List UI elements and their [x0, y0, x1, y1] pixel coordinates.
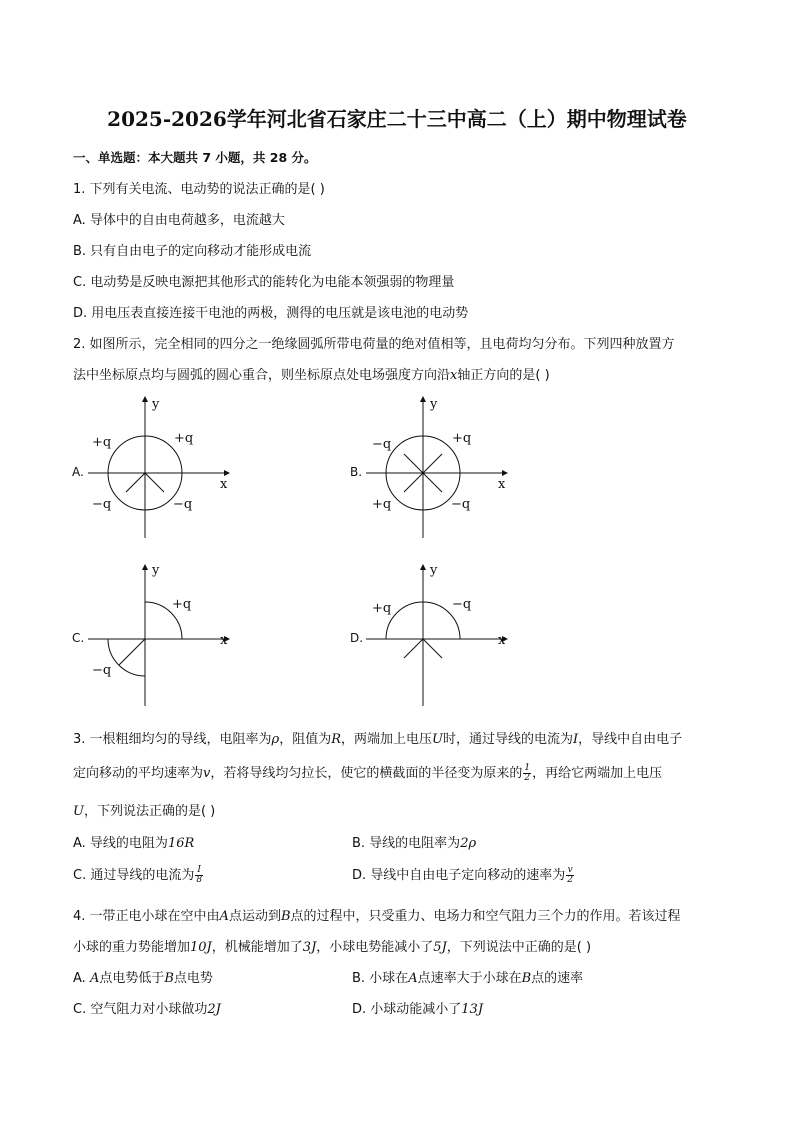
- var-a: A: [408, 971, 418, 986]
- axis-y-label: y: [152, 397, 160, 412]
- var-i: I: [573, 732, 579, 747]
- axis-x-label: x: [220, 477, 228, 492]
- q3-option-d: [352, 864, 575, 885]
- q3-option-b: [352, 832, 476, 851]
- text: 时，通过导线的电流为: [443, 732, 574, 747]
- charge-label: −q: [372, 437, 392, 452]
- q2-diagram-d: [344, 560, 514, 710]
- fraction-denominator: 2: [524, 773, 531, 783]
- option-text: C. 空气阻力对小球做功: [73, 1002, 208, 1017]
- option-value: 2ρ: [460, 836, 477, 851]
- section-heading: 一、单选题：本大题共 7 小题，共 28 分。: [73, 150, 317, 165]
- charge-label: −q: [451, 497, 471, 512]
- text: ，导线中自由电子: [578, 732, 683, 747]
- page-title: 2025-2026学年河北省石家庄二十三中高二（上）期中物理试卷: [107, 107, 687, 131]
- q3-stem-line1: [73, 728, 682, 747]
- text: 3. 一根粗细均匀的导线，电阻率为: [73, 732, 272, 747]
- q4-option-a: [73, 967, 213, 986]
- option-label: C.: [72, 631, 85, 645]
- value: 10J: [190, 940, 212, 955]
- q4-stem-line2: [73, 936, 591, 955]
- charge-label: −q: [173, 497, 193, 512]
- option-text: A.: [73, 971, 90, 986]
- text: 4. 一带正电小球在空中由: [73, 909, 220, 924]
- option-value: 2J: [207, 1002, 221, 1017]
- option-text: C. 通过导线的电流为: [73, 868, 195, 883]
- q2-diagram-a: [66, 392, 236, 542]
- fraction-numerator: 1: [524, 763, 531, 773]
- var-a: A: [89, 971, 100, 986]
- fraction-numerator: I: [195, 866, 203, 876]
- var-b: B: [521, 971, 532, 986]
- q3-stem-line2: [73, 762, 662, 783]
- text: ，下列说法中正确的是( ): [446, 940, 592, 955]
- charge-label: +q: [372, 601, 392, 616]
- option-value: 13J: [461, 1002, 484, 1017]
- q1-option-b: B. 只有自由电子的定向移动才能形成电流: [73, 244, 312, 259]
- option-text: 点的速率: [531, 971, 584, 986]
- var-b: B: [164, 971, 174, 986]
- option-text: D. 小球动能减小了: [352, 1002, 462, 1017]
- fraction: [566, 866, 574, 885]
- q1-option-d: D. 用电压表直接连接干电池的两极，测得的电压就是该电池的电动势: [73, 306, 469, 321]
- axis-y-label: y: [430, 563, 438, 578]
- charge-label: +q: [174, 431, 194, 446]
- charge-label: +q: [172, 597, 192, 612]
- value: 3J: [302, 940, 317, 955]
- text: 点的过程中，只受重力、电场力和空气阻力三个力的作用。若该过程: [290, 909, 681, 924]
- text: 小球的重力势能增加: [73, 940, 191, 955]
- q1-option-a: A. 导体中的自由电荷越多，电流越大: [73, 213, 285, 228]
- text: ，若将导线均匀拉长，使它的横截面的半径变为原来的: [210, 766, 523, 781]
- q1-stem: 1. 下列有关电流、电动势的说法正确的是( ): [73, 182, 325, 197]
- value: 5J: [433, 940, 447, 955]
- fraction-one-half: [523, 764, 531, 783]
- var-b: B: [280, 909, 291, 924]
- option-text: A. 导线的电阻为: [73, 836, 168, 851]
- text: ，两端加上电压: [341, 732, 433, 747]
- q2-diagram-c: [66, 560, 236, 710]
- var-r: R: [331, 732, 342, 747]
- fraction: [195, 866, 203, 885]
- text: ，机械能增加了: [211, 940, 303, 955]
- q4-option-c: [73, 998, 221, 1017]
- var-rho: ρ: [271, 732, 280, 747]
- q2-stem-text-end: 轴正方向的是( ): [457, 368, 550, 383]
- var-u: U: [432, 732, 443, 747]
- text: ，阻值为: [279, 732, 332, 747]
- var-a: A: [219, 909, 229, 924]
- var-u: U: [73, 804, 84, 819]
- q3-option-a: [73, 832, 194, 851]
- text: ，小球电势能减小了: [316, 940, 434, 955]
- q3-stem-line3: [73, 800, 215, 819]
- text: 点运动到: [228, 909, 281, 924]
- option-text: D. 导线中自由电子定向移动的速率为: [352, 868, 566, 883]
- q4-stem-line1: [73, 905, 681, 924]
- q1-option-c: C. 电动势是反映电源把其他形式的能转化为电能本领强弱的物理量: [73, 275, 455, 290]
- charge-label: +q: [92, 435, 112, 450]
- q2-diagram-b: [344, 392, 514, 542]
- axis-x-label: x: [220, 633, 228, 648]
- fraction-denominator: 8: [196, 875, 203, 885]
- axis-x-label: x: [498, 633, 506, 648]
- option-text: B. 导线的电阻率为: [352, 836, 461, 851]
- text: ，再给它两端加上电压: [532, 766, 663, 781]
- text: 定向移动的平均速率为: [73, 766, 204, 781]
- fraction-numerator: v: [567, 865, 573, 875]
- option-value: 16R: [167, 836, 195, 851]
- axis-y-label: y: [430, 397, 438, 412]
- option-text: 点速率大于小球在: [417, 971, 522, 986]
- option-text: B. 小球在: [352, 971, 409, 986]
- q3-option-c: [73, 864, 204, 885]
- axis-y-label: y: [152, 563, 160, 578]
- option-text: 点电势: [173, 971, 213, 986]
- option-label: A.: [72, 465, 84, 479]
- q2-stem-line2: [73, 364, 550, 383]
- charge-label: +q: [452, 431, 472, 446]
- option-label: D.: [350, 631, 364, 645]
- text: ，下列说法正确的是( ): [83, 804, 216, 819]
- charge-label: +q: [372, 497, 392, 512]
- q2-stem-text: 法中坐标原点均与圆弧的圆心重合，则坐标原点处电场强度方向沿: [73, 368, 451, 383]
- axis-x-label: x: [498, 477, 506, 492]
- charge-label: −q: [92, 663, 112, 678]
- charge-label: −q: [92, 497, 112, 512]
- q2-stem-line1: 2. 如图所示，完全相同的四分之一绝缘圆弧所带电荷量的绝对值相等，且电荷均匀分布。下列四种放置方: [73, 337, 675, 352]
- q4-option-b: [352, 967, 583, 986]
- var-v: v: [203, 766, 211, 781]
- fraction-denominator: 2: [567, 875, 574, 885]
- q4-option-d: [352, 998, 483, 1017]
- option-label: B.: [350, 465, 363, 479]
- charge-label: −q: [452, 597, 472, 612]
- q2-var-x: x: [450, 368, 458, 383]
- option-text: 点电势低于: [99, 971, 165, 986]
